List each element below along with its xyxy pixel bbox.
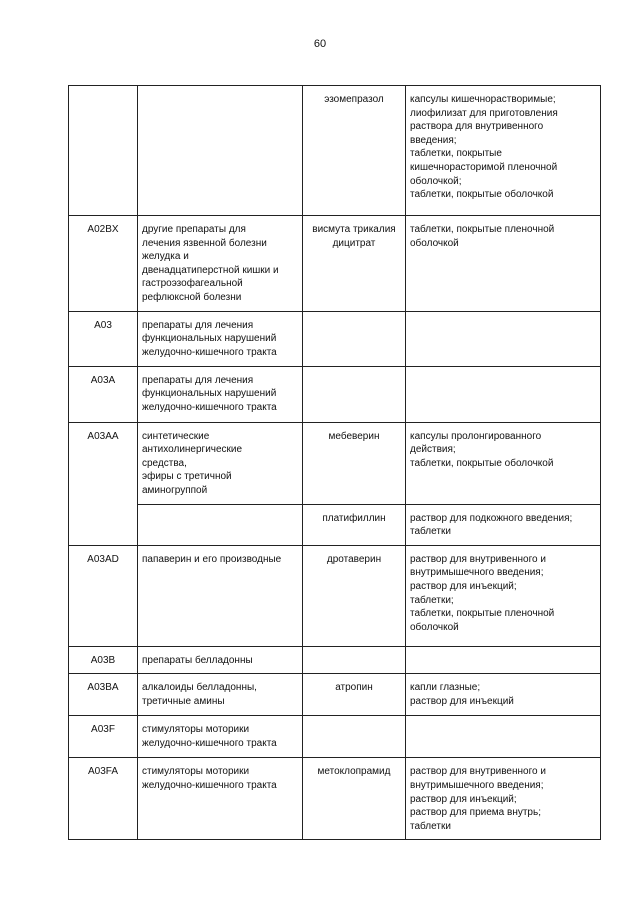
group-name-line: желудочно-кишечного тракта — [142, 779, 277, 791]
group-name-line: алкалоиды белладонны, — [142, 682, 257, 694]
dosage-form-cell — [406, 311, 601, 366]
group-name-line: средства, — [142, 457, 187, 469]
group-name-line: стимуляторы моторики — [142, 766, 250, 778]
atc-code-cell — [69, 674, 138, 716]
dosage-form-line: капсулы кишечнорастворимые; — [410, 94, 556, 105]
dosage-form-line: раствор для приема внутрь; — [410, 807, 541, 819]
drug-name-cell — [303, 504, 406, 545]
drug-name-cell — [303, 758, 406, 840]
dosage-form-line: таблетки — [410, 820, 451, 832]
group-name-cell — [138, 504, 303, 545]
group-name-line: двенадцатиперстной кишки и — [142, 264, 279, 276]
drug-table — [68, 85, 601, 840]
atc-code-cell — [69, 716, 138, 758]
group-name-line: эфиры с третичной — [142, 471, 232, 483]
dosage-form-line: кишечнорасторимой пленочной — [410, 161, 558, 173]
group-name-cell — [138, 545, 303, 646]
drug-name-cell — [303, 674, 406, 716]
dosage-form-line: оболочкой; — [410, 175, 462, 187]
atc-code-cell — [69, 646, 138, 674]
drug-name-line: эзомепразол — [324, 94, 384, 105]
group-name-cell — [138, 86, 303, 216]
dosage-form-line: раствор для внутривенного и — [410, 553, 546, 565]
dosage-form-line: раствор для внутривенного и — [410, 766, 546, 778]
atc-code-line: A03AD — [87, 553, 119, 565]
atc-code-line: A03A — [90, 374, 116, 386]
dosage-form-cell — [406, 504, 601, 545]
dosage-form-line: таблетки; — [410, 594, 454, 606]
group-name-line: другие препараты для — [142, 224, 246, 235]
atc-code-line: A03FA — [87, 766, 119, 778]
dosage-form-line: внутримышечного введения; — [410, 779, 544, 791]
atc-code-cell — [69, 366, 138, 422]
atc-code-line: A02BX — [87, 224, 119, 235]
drug-name-line: дицитрат — [332, 237, 376, 249]
group-name-line: гастроэзофагеальной — [142, 278, 243, 290]
table-row — [69, 758, 601, 840]
dosage-form-line: таблетки, покрытые пленочной — [410, 224, 555, 235]
drug-name-cell — [303, 545, 406, 646]
table-row — [69, 716, 601, 758]
drug-name-line: метоклопрамид — [317, 766, 391, 778]
dosage-form-line: раствор для инъекций; — [410, 580, 517, 592]
group-name-line: желудочно-кишечного тракта — [142, 737, 277, 749]
dosage-form-cell — [406, 216, 601, 312]
atc-code-line: A03F — [91, 724, 115, 736]
dosage-form-line: раствор для инъекций — [410, 695, 514, 707]
group-name-cell — [138, 646, 303, 674]
drug-name-cell — [303, 366, 406, 422]
dosage-form-line: таблетки, покрытые пленочной — [410, 608, 555, 620]
dosage-form-cell — [406, 758, 601, 840]
drug-name-line: атропин — [335, 682, 373, 694]
group-name-line: препараты для лечения — [142, 319, 254, 331]
table-row — [69, 216, 601, 312]
group-name-line: желудочно-кишечного тракта — [142, 401, 277, 413]
dosage-form-line: оболочкой — [410, 621, 459, 633]
group-name-line: третичные амины — [142, 695, 225, 707]
group-name-cell — [138, 216, 303, 312]
table-body — [69, 86, 601, 840]
group-name-cell — [138, 674, 303, 716]
group-name-line: функциональных нарушений — [142, 388, 277, 400]
dosage-form-line: таблетки, покрытые оболочкой — [410, 457, 554, 469]
group-name-line: папаверин и его производные — [142, 553, 282, 565]
dosage-form-line: капли глазные; — [410, 682, 481, 694]
atc-code-line: A03BA — [87, 682, 119, 694]
group-name-cell — [138, 422, 303, 504]
dosage-form-line: таблетки, покрытые — [410, 148, 502, 160]
dosage-form-line: раствора для внутривенного — [410, 121, 544, 133]
dosage-form-line: введения; — [410, 134, 457, 146]
table-row — [69, 545, 601, 646]
atc-code-line: A03 — [94, 319, 112, 331]
group-name-line: препараты белладонны — [142, 654, 253, 666]
group-name-line: аминогруппой — [142, 484, 208, 496]
atc-code-cell — [69, 545, 138, 646]
dosage-form-cell — [406, 716, 601, 758]
group-name-line: стимуляторы моторики — [142, 724, 250, 736]
group-name-line: функциональных нарушений — [142, 333, 277, 345]
dosage-form-cell — [406, 86, 601, 216]
dosage-form-line: капсулы пролонгированного — [410, 430, 542, 442]
dosage-form-line: раствор для инъекций; — [410, 793, 517, 805]
dosage-form-cell — [406, 674, 601, 716]
drug-name-line: мебеверин — [328, 430, 380, 442]
group-name-line: антихолинергические — [142, 444, 243, 456]
drug-name-line: дротаверин — [326, 553, 382, 565]
dosage-form-line: внутримышечного введения; — [410, 567, 544, 579]
table-row — [69, 504, 601, 545]
group-name-line: лечения язвенной болезни — [142, 237, 267, 249]
group-name-line: желудка и — [142, 251, 189, 263]
dosage-form-line: действия; — [410, 444, 456, 456]
atc-code-cell — [69, 422, 138, 545]
page-number: 60 — [313, 38, 327, 50]
atc-code-line: A03AA — [87, 430, 119, 442]
table-row — [69, 366, 601, 422]
dosage-form-cell — [406, 366, 601, 422]
dosage-form-line: оболочкой — [410, 237, 459, 249]
atc-code-cell — [69, 216, 138, 312]
drug-name-cell — [303, 311, 406, 366]
group-name-line: препараты для лечения — [142, 374, 254, 386]
table-row — [69, 674, 601, 716]
drug-name-cell — [303, 422, 406, 504]
group-name-cell — [138, 716, 303, 758]
dosage-form-cell — [406, 646, 601, 674]
dosage-form-line: лиофилизат для приготовления — [410, 107, 558, 119]
table-row — [69, 422, 601, 504]
atc-code-line: A03B — [90, 654, 116, 666]
table-row — [69, 86, 601, 216]
atc-code-cell — [69, 86, 138, 216]
group-name-cell — [138, 758, 303, 840]
dosage-form-line: таблетки — [410, 526, 451, 538]
dosage-form-line: раствор для подкожного введения; — [410, 512, 573, 524]
dosage-form-cell — [406, 422, 601, 504]
drug-name-line: висмута трикалия — [312, 224, 396, 235]
atc-code-cell — [69, 311, 138, 366]
dosage-form-line: таблетки, покрытые оболочкой — [410, 189, 554, 201]
group-name-line: желудочно-кишечного тракта — [142, 346, 277, 358]
table-row — [69, 311, 601, 366]
group-name-cell — [138, 366, 303, 422]
atc-code-cell — [69, 758, 138, 840]
group-name-line: синтетические — [142, 430, 210, 442]
drug-name-cell — [303, 716, 406, 758]
group-name-cell — [138, 311, 303, 366]
drug-name-cell — [303, 216, 406, 312]
dosage-form-cell — [406, 545, 601, 646]
drug-name-cell — [303, 86, 406, 216]
table-row — [69, 646, 601, 674]
drug-name-line: платифиллин — [322, 512, 386, 524]
group-name-line: рефлюксной болезни — [142, 291, 242, 303]
drug-name-cell — [303, 646, 406, 674]
